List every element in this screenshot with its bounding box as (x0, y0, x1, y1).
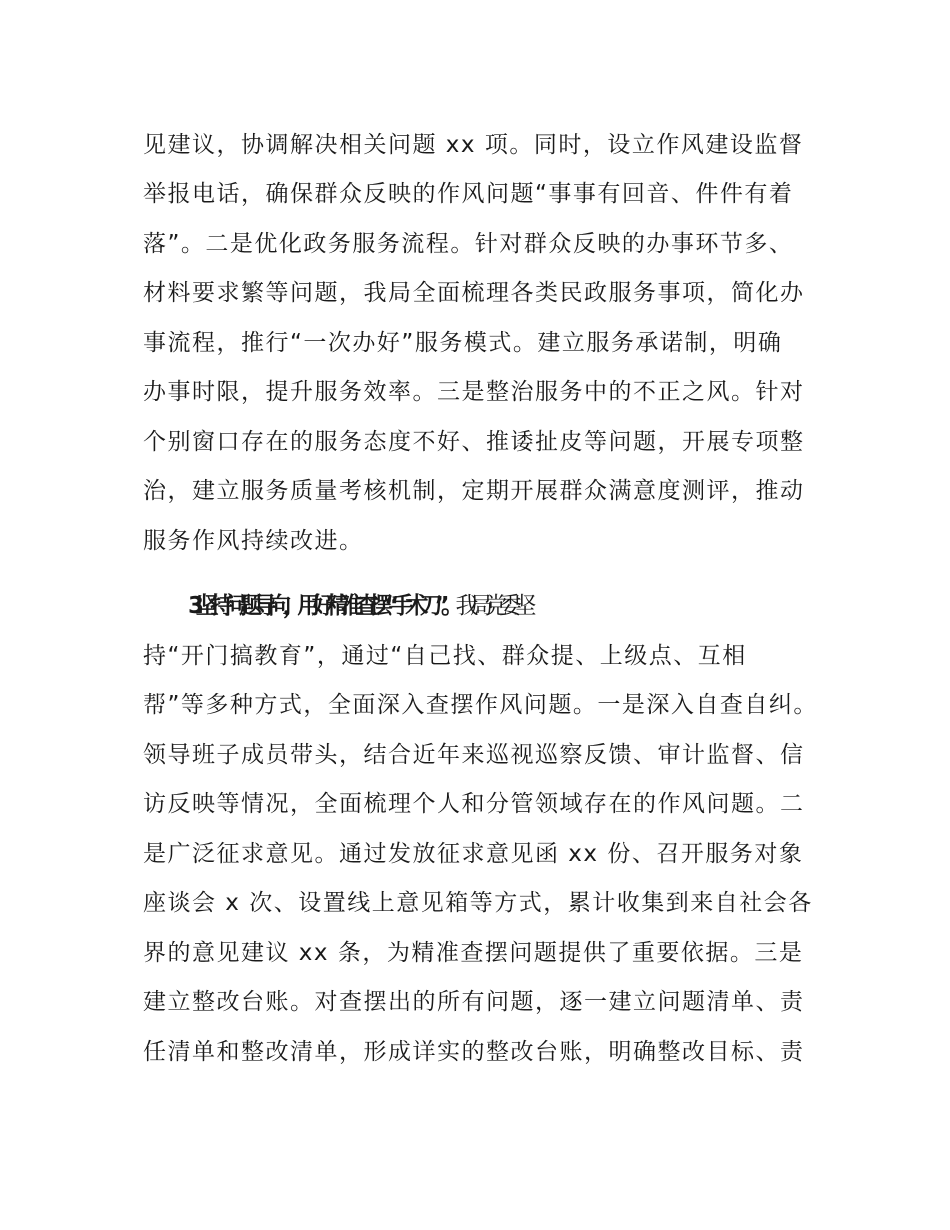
paragraph-1-line-7: 个别窗口存在的服务态度不好、推诿扯皮等问题，开展专项整 (143, 429, 805, 455)
paragraph-2-line-4: 领导班子成员带头，结合近年来巡视巡察反馈、审计监督、信 (143, 742, 805, 768)
paragraph-1-line-3: 落”。二是优化政务服务流程。针对群众反映的办事环节多、 (143, 231, 794, 257)
paragraph-2-line-9: 建立整改台账。对查摆出的所有问题，逐一建立问题清单、责 (143, 989, 805, 1015)
paragraph-2-line-7: 座谈会 x 次、设置线上意见箱等方式，累计收集到来自社会各 (143, 890, 813, 916)
paragraph-2-line-10: 任清单和整改清单，形成详实的整改台账，明确整改目标、责 (143, 1039, 805, 1065)
paragraph-1-line-1: 见建议，协调解决相关问题 xx 项。同时，设立作风建设监督 (143, 132, 804, 158)
paragraph-1-line-5: 事流程，推行“一次办好”服务模式。建立服务承诺制，明确 (143, 330, 783, 356)
paragraph-2-line-2: 持“开门搞教育”，通过“自己找、群众提、上级点、互相 (143, 643, 747, 669)
paragraph-2-line-1 (188, 591, 868, 621)
paragraph-1-line-4: 材料要求繁等问题，我局全面梳理各类民政服务事项，简化办 (143, 280, 805, 306)
section-heading-rest: 我局党委坚 (455, 593, 528, 619)
paragraph-1-line-9: 服务作风持续改进。 (143, 528, 364, 554)
paragraph-1-line-2: 举报电话，确保群众反映的作风问题“事事有回音、件件有着 (143, 181, 794, 207)
paragraph-2-line-6: 是广泛征求意见。通过发放征求意见函 xx 份、召开服务对象 (143, 841, 804, 867)
paragraph-2-line-5: 访反映等情况，全面梳理个人和分管领域存在的作风问题。二 (143, 791, 805, 817)
paragraph-2-line-3: 帮”等多种方式，全面深入查摆作风问题。一是深入自查自纠。 (143, 692, 818, 718)
paragraph-1-line-8: 治，建立服务质量考核机制，定期开展群众满意度测评，推动 (143, 478, 805, 504)
section-heading: 3.坚持问题导向，用好精准查摆“手术刀”。 (188, 593, 456, 619)
paragraph-2-line-8: 界的意见建议 xx 条，为精准查摆问题提供了重要依据。三是 (143, 940, 804, 966)
paragraph-1-line-6: 办事时限，提升服务效率。三是整治服务中的不正之风。针对 (143, 379, 805, 405)
